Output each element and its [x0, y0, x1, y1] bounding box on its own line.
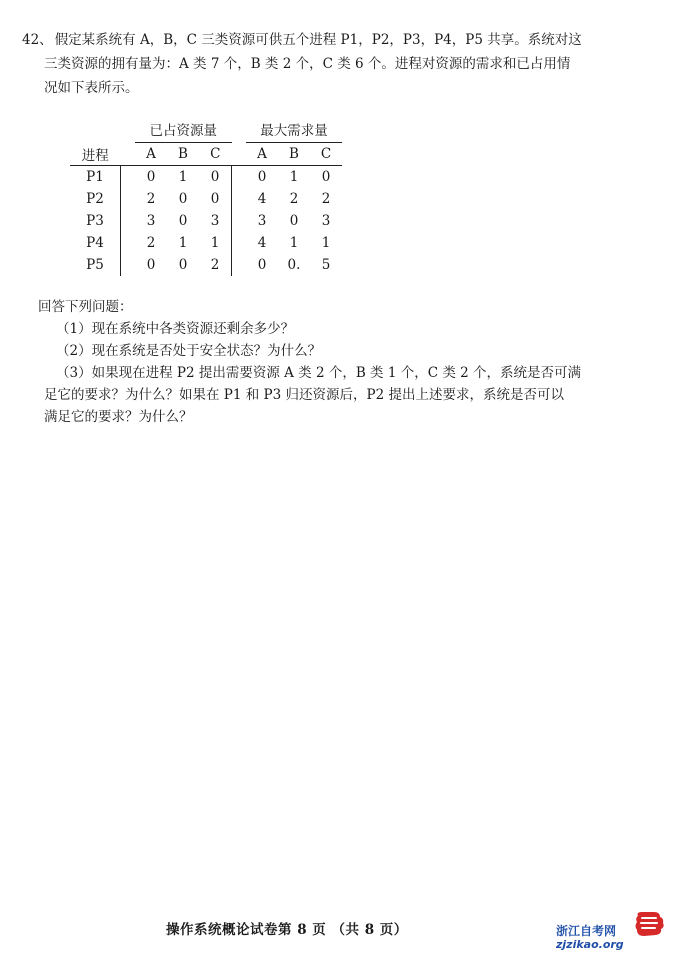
question-line-2: 三类资源的拥有量为：A 类 7 个，B 类 2 个，C 类 6 个。进程对资源的需求和已占用情 — [44, 56, 571, 72]
max-demand-cell: 2 — [289, 191, 299, 207]
max-demand-cell: 0 — [289, 213, 299, 229]
table-corner — [70, 116, 121, 143]
header-alloc-a: A — [135, 143, 167, 166]
allocated-cell: 2 — [210, 257, 220, 273]
table-separator — [232, 232, 247, 254]
watermark-url: zjzikao.org — [556, 938, 624, 951]
table-gap — [121, 143, 136, 166]
table-separator — [121, 254, 136, 276]
max-demand-cell: 0 — [321, 169, 331, 185]
table-separator — [121, 166, 136, 189]
page-footer: 操作系统概论试卷第 8 页 （共 8 页） — [166, 922, 408, 938]
answer-item-2: （2）现在系统是否处于安全状态？为什么？ — [56, 343, 322, 359]
max-demand-cell: 4 — [257, 191, 267, 207]
question-42 — [22, 28, 622, 100]
table-gap — [232, 116, 247, 143]
max-demand-cell: 0 — [257, 257, 267, 273]
process-name-cell: P2 — [86, 191, 104, 207]
answer-item-3: （3）如果现在进程 P2 提出需要资源 A 类 2 个，B 类 1 个，C 类 2 个，系统是否可满 — [56, 365, 582, 381]
max-demand-cell: 0 — [257, 169, 267, 185]
process-name-cell: P1 — [86, 169, 104, 185]
allocated-cell: 0 — [146, 257, 156, 273]
max-demand-cell: 3 — [321, 213, 331, 229]
max-demand-cell: 2 — [321, 191, 331, 207]
allocated-cell: 1 — [178, 169, 188, 185]
table-gap — [121, 116, 136, 143]
table-row — [70, 232, 342, 254]
header-max-b: B — [278, 143, 310, 166]
max-demand-cell: 3 — [257, 213, 267, 229]
allocated-cell: 2 — [146, 235, 156, 251]
allocated-cell: 0 — [146, 169, 156, 185]
allocated-cell: 0 — [210, 191, 220, 207]
allocated-cell: 1 — [178, 235, 188, 251]
fist-logo-icon — [632, 908, 666, 940]
table-row — [70, 210, 342, 232]
header-alloc-c: C — [199, 143, 232, 166]
question-number: 42、 — [22, 32, 53, 48]
table-separator — [232, 210, 247, 232]
header-max: 最大需求量 — [246, 116, 342, 143]
allocated-cell: 0 — [178, 191, 188, 207]
header-alloc-b: B — [167, 143, 199, 166]
max-demand-cell: 1 — [321, 235, 331, 251]
header-process: 进程 — [70, 143, 121, 166]
table-separator — [121, 188, 136, 210]
max-demand-cell: 5 — [321, 257, 331, 273]
allocated-cell: 3 — [146, 213, 156, 229]
allocated-cell: 0 — [178, 257, 188, 273]
table-row — [70, 166, 342, 189]
header-allocated: 已占资源量 — [135, 116, 232, 143]
process-name-cell: P5 — [86, 257, 104, 273]
process-name-cell: P3 — [86, 213, 104, 229]
table-row — [70, 188, 342, 210]
resource-table — [70, 116, 342, 276]
question-line-3: 况如下表所示。 — [44, 80, 139, 96]
max-demand-cell: 1 — [289, 169, 299, 185]
allocated-cell: 0 — [210, 169, 220, 185]
max-demand-cell: 4 — [257, 235, 267, 251]
answer-title: 回答下列问题： — [38, 299, 133, 315]
allocated-cell: 2 — [146, 191, 156, 207]
max-demand-cell: 0. — [287, 257, 301, 273]
table-gap — [232, 143, 247, 166]
header-max-c: C — [310, 143, 342, 166]
question-line-1: 42、 假定某系统有 A，B，C 三类资源可供五个进程 P1，P2，P3，P4，P5 共享。系统对这 — [22, 32, 582, 48]
watermark-site-name: 浙江自考网 — [556, 924, 617, 938]
table-separator — [232, 166, 247, 189]
table-row — [70, 254, 342, 276]
header-max-a: A — [246, 143, 278, 166]
process-name-cell: P4 — [86, 235, 104, 251]
answer-item-3-cont-1: 足它的要求？为什么？如果在 P1 和 P3 归还资源后，P2 提出上述要求，系统是否可以 — [44, 387, 564, 403]
allocated-cell: 3 — [210, 213, 220, 229]
table-separator — [121, 210, 136, 232]
answer-questions — [38, 296, 634, 428]
allocated-cell: 0 — [178, 213, 188, 229]
allocated-cell: 1 — [210, 235, 220, 251]
table-separator — [232, 188, 247, 210]
max-demand-cell: 1 — [289, 235, 299, 251]
table-separator — [121, 232, 136, 254]
watermark-logo — [546, 906, 666, 956]
table-separator — [232, 254, 247, 276]
answer-item-1: （1）现在系统中各类资源还剩余多少？ — [56, 321, 295, 337]
answer-item-3-cont-2: 满足它的要求？为什么？ — [44, 409, 193, 425]
